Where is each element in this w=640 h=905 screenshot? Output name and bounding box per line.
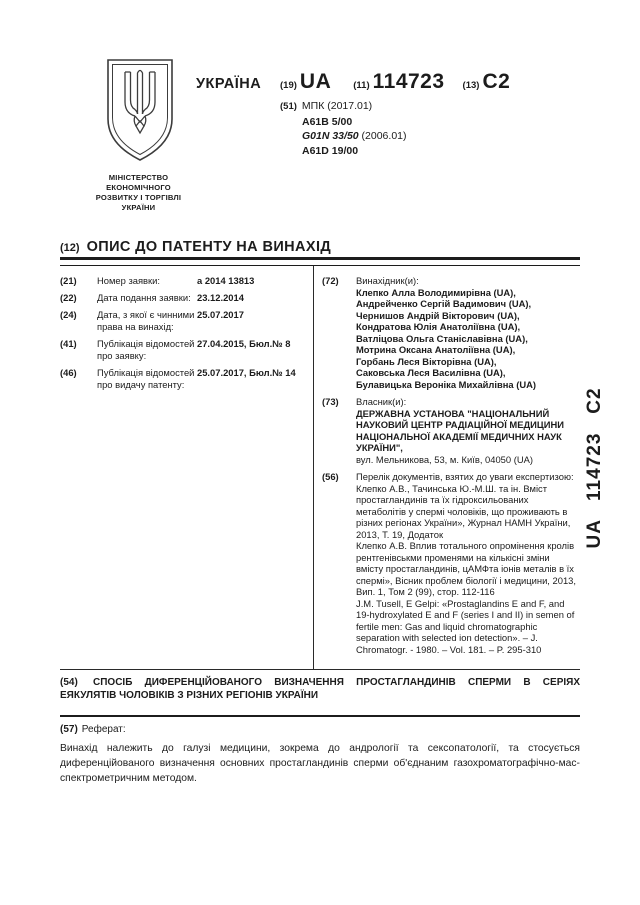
owner-section: (73) Власник(и): ДЕРЖАВНА УСТАНОВА "НАЦІОНАЛЬНИЙ НАУКОВИЙ ЦЕНТР РАДІАЦІЙНОЇ МЕДИЦИНИ НАЦІОНАЛЬНОЇ АКАДЕМІЇ МЕДИЧНИХ НАУК УКРАЇНИ", вул. Мельникова, 53, м. Київ, 04050 (UA): [322, 396, 578, 465]
inventor-name: Клепко Алла Володимирівна (UA),: [356, 286, 516, 298]
code-19-label: (19): [280, 80, 297, 91]
references-section: (56) Перелік документів, взятих до уваги експертизою: Клепко А.В., Тачинська Ю.-М.Ш. та ін. Вміст простагландинів та їх гідроксильованих метаболітів у спермі чоловіків, що проживають в різних регіонах України», Журнал НАМН України, 2013, Т. 19, Додаток Клепко А.В. Вплив тотального опромінення кролів рентгенівськми променями на кількісні зміни вмісту простагландинів, цАМФта іонів металів в їх спермі», Вісник проблем біології і медицини, 2013, Вип. 1, Том 2 (99), стор. 112-116 J.M. Tusell, E Gelpi: «Prostaglandins E and F, and 19-hydroxylated E and F (series I and II) in semen of fertile men: Gas and liquid chromatographic separation with selected ion detection». – J. Chromatogr. - 1980. – Vol. 181. – P. 295-310: [322, 471, 578, 655]
inventor-name: Горбань Леся Вікторівна (UA),: [356, 355, 497, 367]
publication-number: 114723: [372, 70, 445, 93]
reference-item: Клепко А.В. Вплив тотального опромінення кролів рентгенівськми променями на кількісні зміни вмісту простагландинів, цАМФта іонів металів в їх спермі», Вісник проблем біології і медицини, 2013, Вип. 1, Том 2 (99), стор. 112-116: [356, 540, 576, 597]
code-11-label: (11): [353, 80, 370, 91]
owner-name: ДЕРЖАВНА УСТАНОВА "НАЦІОНАЛЬНИЙ НАУКОВИЙ ЦЕНТР РАДІАЦІЙНОЇ МЕДИЦИНИ НАЦІОНАЛЬНОЇ АКАДЕМІЇ МЕДИЧНИХ НАУК УКРАЇНИ",: [356, 407, 564, 453]
publication-number-line: [280, 70, 510, 94]
doc-type-num: (12): [60, 242, 80, 254]
ipc-code: G01N 33/50 (2006.01): [302, 130, 407, 142]
abstract-label: Реферат:: [81, 724, 126, 735]
inventor-name: Мотрина Оксана Анатоліївна (UA),: [356, 344, 516, 355]
references-label: Перелік документів, взятих до уваги експертизою:: [356, 471, 574, 482]
field-grant-publication: (46) Публікація відомостей про видачу патенту: 25.07.2017, Бюл.№ 14: [60, 367, 296, 390]
ipc-code: A61D 19/00: [302, 144, 359, 157]
title-num: (54): [60, 677, 78, 688]
inventor-name: Саковська Леся Василівна (UA),: [356, 367, 506, 378]
inventor-name: Ватліцова Ольга Станіславівна (UA),: [356, 332, 528, 344]
field-application-publication: (41) Публікація відомостей про заявку: 27.04.2015, Бюл.№ 8: [60, 338, 291, 361]
bibliographic-right-column: [322, 275, 578, 661]
invention-title-section: [60, 676, 580, 702]
invention-title: СПОСІБ ДИФЕРЕНЦІЙОВАНОГО ВИЗНАЧЕННЯ ПРОСТАГЛАНДИНІВ СПЕРМИ В СЕРІЯХ ЕЯКУЛЯТІВ ЧОЛОВІКІВ З РІЗНИХ РЕГІОНІВ УКРАЇНИ: [60, 677, 580, 701]
reference-item: J.M. Tusell, E Gelpi: «Prostaglandins E and F, and 19-hydroxylated E and F (series I and II) in semen of fertile men: Gas and liquid chromatographic separation with selected ion detection». – J. Chromatogr. - 1980. – Vol. 181. – P. 295-310: [356, 597, 575, 655]
title-rule-top: [60, 669, 580, 670]
inventor-name: Чернишов Андрій Вікторович (UA),: [356, 309, 520, 321]
inventors-list: [356, 287, 578, 391]
owner-address: вул. Мельникова, 53, м. Київ, 04050 (UA): [356, 453, 533, 465]
inventors-label: Винахідник(и):: [356, 275, 419, 286]
title-rule-bottom: [60, 715, 580, 717]
ipc-code: A61B 5/00: [302, 115, 353, 128]
kind-code: C2: [482, 70, 511, 93]
inventors-section: (72) Винахідник(и): Клепко Алла Володимирівна (UA), Андрейченко Сергій Вадимович (UA), Чернишов Андрій Вікторович (UA), Кондратова Юлія Анатоліївна (UA), Ватліцова Ольга Станіславівна (UA), Мотрина Оксана Анатоліївна (UA), Горбань Леся Вікторівна (UA), Саковська Леся Василівна (UA), Булавицька Вероніка Михайлівна (UA): [322, 275, 578, 390]
owner-label: Власник(и):: [356, 396, 407, 407]
doc-type-heading: [60, 239, 331, 255]
inventor-name: Андрейченко Сергій Вадимович (UA),: [356, 298, 532, 309]
ipc-title: МПК (2017.01): [301, 100, 373, 112]
column-divider: [313, 266, 314, 669]
inventor-name: Кондратова Юлія Анатоліївна (UA),: [356, 321, 521, 332]
code-13-label: (13): [462, 80, 480, 91]
reference-item: Клепко А.В., Тачинська Ю.-М.Ш. та ін. Вміст простагландинів та їх гідроксильованих метаболітів у спермі чоловіків, що проживають в різних регіонах України», Журнал НАМН України, 2013, Т. 19, Додаток: [356, 482, 571, 540]
ministry-label: МІНІСТЕРСТВО ЕКОНОМІЧНОГО РОЗВИТКУ І ТОРГІВЛІ УКРАЇНИ: [95, 173, 182, 212]
header-rule-thin: [60, 265, 580, 266]
country-code: UA: [299, 70, 332, 93]
field-effective-date: (24) Дата, з якої є чинними права на винахід: 25.07.2017: [60, 309, 244, 332]
field-filing-date: (22) Дата подання заявки: 23.12.2014: [60, 292, 244, 303]
side-publication-code: UA 114723 C2: [584, 387, 605, 549]
doc-type-title: ОПИС ДО ПАТЕНТУ НА ВИНАХІД: [86, 239, 332, 255]
ukraine-trident-emblem-icon: [103, 57, 177, 163]
header-rule-thick: [60, 257, 580, 260]
field-application-number: (21) Номер заявки: а 2014 13813: [60, 275, 255, 286]
ipc-label: (51): [280, 101, 297, 112]
abstract-num: (57): [60, 724, 78, 735]
country-name: УКРАЇНА: [196, 76, 262, 92]
bibliographic-left-column: [60, 275, 308, 396]
inventor-name: Булавицька Вероніка Михайлівна (UA): [356, 378, 537, 390]
abstract-text: Винахід належить до галузі медицини, зокрема до андрології та сексопатології, та стосується диференційованого визначення основних простагландинів сперми об'єднаним газохроматографічно-мас-спектрометричним методом.: [60, 743, 580, 784]
abstract-heading: [60, 724, 126, 735]
ipc-classification-block: [280, 99, 407, 158]
